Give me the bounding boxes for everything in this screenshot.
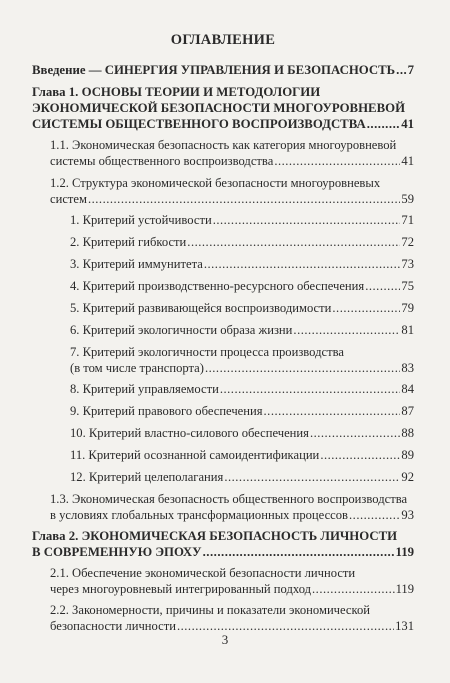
- dot-leader: [224, 469, 400, 485]
- toc-entry-text: 2.1. Обеспечение экономической безопасности личности: [50, 566, 356, 580]
- toc-entry-row: [50, 581, 414, 597]
- toc-entry-text: систем: [50, 192, 87, 206]
- toc-entry-text: 2. Критерий гибкости: [70, 235, 187, 249]
- toc-entry-row: [32, 544, 414, 560]
- toc-entry: [32, 602, 414, 634]
- toc-entry-row: [70, 212, 414, 228]
- toc-page-ref: 88: [401, 426, 414, 440]
- toc-entry-text: 11. Критерий осознанной самоидентификации: [70, 448, 320, 462]
- toc-entry: [32, 403, 414, 419]
- toc-page-ref: 119: [395, 545, 414, 559]
- dot-leader: [264, 403, 401, 419]
- dot-leader: [274, 153, 400, 169]
- toc-entry-row: [70, 300, 414, 316]
- toc-entry-row: [70, 360, 414, 376]
- toc-entry-text: 3. Критерий иммунитета: [70, 257, 203, 271]
- dot-leader: [349, 507, 400, 523]
- toc-entry-row: [70, 278, 414, 294]
- toc-entry-text: 7. Критерий экологичности процесса производства: [70, 345, 344, 359]
- toc-entry-row: [70, 403, 414, 419]
- toc-entry-row: [70, 447, 414, 463]
- dot-leader: [187, 234, 400, 250]
- dot-leader: [213, 212, 401, 228]
- dot-leader: [204, 256, 401, 272]
- toc-entry: [32, 491, 414, 523]
- toc-entry-text: 10. Критерий властно-силового обеспечения: [70, 426, 309, 440]
- toc-page-ref: 41: [401, 117, 414, 131]
- toc-entry: [32, 234, 414, 250]
- toc-entry-row: [70, 322, 414, 338]
- dot-leader: [203, 544, 395, 560]
- toc-entry: [32, 278, 414, 294]
- dot-leader: [320, 447, 400, 463]
- toc-page-ref: 41: [401, 154, 414, 168]
- toc-entry-text: Глава 1. ОСНОВЫ ТЕОРИИ И МЕТОДОЛОГИИ: [32, 85, 321, 99]
- toc-entry: [32, 344, 414, 376]
- toc-entry: [32, 62, 414, 78]
- toc-entry: [32, 469, 414, 485]
- toc-page-ref: 72: [401, 235, 414, 249]
- toc-entry: [32, 300, 414, 316]
- toc-entry-text: в условиях глобальных трансформационных процессов: [50, 508, 349, 522]
- toc-entry-text: Введение — СИНЕРГИЯ УПРАВЛЕНИЯ И БЕЗОПАСНОСТЬ: [32, 63, 396, 77]
- toc-entry-row: [50, 191, 414, 207]
- toc-page-ref: 59: [401, 192, 414, 206]
- dot-leader: [365, 278, 400, 294]
- toc-entry-text: 1.3. Экономическая безопасность общественного воспроизводства: [50, 492, 408, 506]
- toc-entry-row: [70, 234, 414, 250]
- dot-leader: [220, 381, 401, 397]
- toc-entry-text: 1.1. Экономическая безопасность как категория многоуровневой: [50, 138, 397, 152]
- toc-entry-text: через многоуровневый интегрированный подход: [50, 582, 312, 596]
- toc-entry-row: [50, 507, 414, 523]
- toc-page-ref: 71: [401, 213, 414, 227]
- dot-leader: [205, 360, 400, 376]
- toc-entry: [32, 322, 414, 338]
- toc-page-ref: 73: [401, 257, 414, 271]
- toc-entry: [32, 175, 414, 207]
- toc-entry: [32, 137, 414, 169]
- toc-entry-text: 8. Критерий управляемости: [70, 382, 219, 396]
- toc-page-ref: 92: [401, 470, 414, 484]
- page-number: 3: [221, 632, 229, 647]
- toc-entry-text: 5. Критерий развивающейся воспроизводимости: [70, 301, 332, 315]
- toc-entry-row: [70, 381, 414, 397]
- toc-page-ref: 119: [395, 582, 414, 596]
- toc-entry: [32, 425, 414, 441]
- toc-entry-text: ЭКОНОМИЧЕСКОЙ БЕЗОПАСНОСТИ МНОГОУРОВНЕВОЙ: [32, 101, 406, 115]
- dot-leader: [396, 62, 406, 78]
- toc-page-ref: 84: [401, 382, 414, 396]
- toc-entry-text: 2.2. Закономерности, причины и показатели экономической: [50, 603, 371, 617]
- toc-page-ref: 89: [401, 448, 414, 462]
- toc-entry-text: безопасности личности: [50, 619, 176, 633]
- toc-page-ref: 131: [395, 619, 414, 633]
- dot-leader: [88, 191, 400, 207]
- toc-entry: [32, 528, 414, 560]
- toc-entry: [32, 256, 414, 272]
- toc-page-ref: 7: [407, 63, 414, 77]
- toc-entry: [32, 84, 414, 132]
- toc-page-ref: 83: [401, 361, 414, 375]
- dot-leader: [332, 300, 400, 316]
- toc-entry-text: 9. Критерий правового обеспечения: [70, 404, 263, 418]
- toc-entry-row: [70, 256, 414, 272]
- dot-leader: [310, 425, 400, 441]
- toc-heading: ОГЛАВЛЕНИЕ: [170, 32, 276, 48]
- toc-entry-text: 1. Критерий устойчивости: [70, 213, 212, 227]
- toc-list: [32, 62, 414, 634]
- dot-leader: [293, 322, 400, 338]
- toc-entry-row: [32, 62, 414, 78]
- toc-entry-text: Глава 2. ЭКОНОМИЧЕСКАЯ БЕЗОПАСНОСТЬ ЛИЧНОСТИ: [32, 529, 398, 543]
- toc-page-ref: 79: [401, 301, 414, 315]
- toc-entry: [32, 381, 414, 397]
- toc-entry: [32, 447, 414, 463]
- toc-entry-text: системы общественного воспроизводства: [50, 154, 274, 168]
- toc-entry-text: СИСТЕМЫ ОБЩЕСТВЕННОГО ВОСПРОИЗВОДСТВА: [32, 117, 366, 131]
- toc-entry-text: 4. Критерий производственно-ресурсного обеспечения: [70, 279, 365, 293]
- toc-page-ref: 81: [401, 323, 414, 337]
- dot-leader: [367, 116, 401, 132]
- toc-entry-row: [70, 425, 414, 441]
- toc-entry: [32, 565, 414, 597]
- toc-page-ref: 93: [401, 508, 414, 522]
- toc-entry-row: [50, 153, 414, 169]
- toc-entry-text: (в том числе транспорта): [70, 361, 204, 375]
- toc-entry-text: 6. Критерий экологичности образа жизни: [70, 323, 293, 337]
- toc-entry-row: [70, 469, 414, 485]
- toc-entry-text: 1.2. Структура экономической безопасности многоуровневых: [50, 176, 381, 190]
- toc-page-ref: 87: [401, 404, 414, 418]
- toc-entry-text: В СОВРЕМЕННУЮ ЭПОХУ: [32, 545, 202, 559]
- toc-entry-row: [32, 116, 414, 132]
- toc-entry: [32, 212, 414, 228]
- dot-leader: [312, 581, 395, 597]
- toc-entry-text: 12. Критерий целеполагания: [70, 470, 224, 484]
- toc-page-ref: 75: [401, 279, 414, 293]
